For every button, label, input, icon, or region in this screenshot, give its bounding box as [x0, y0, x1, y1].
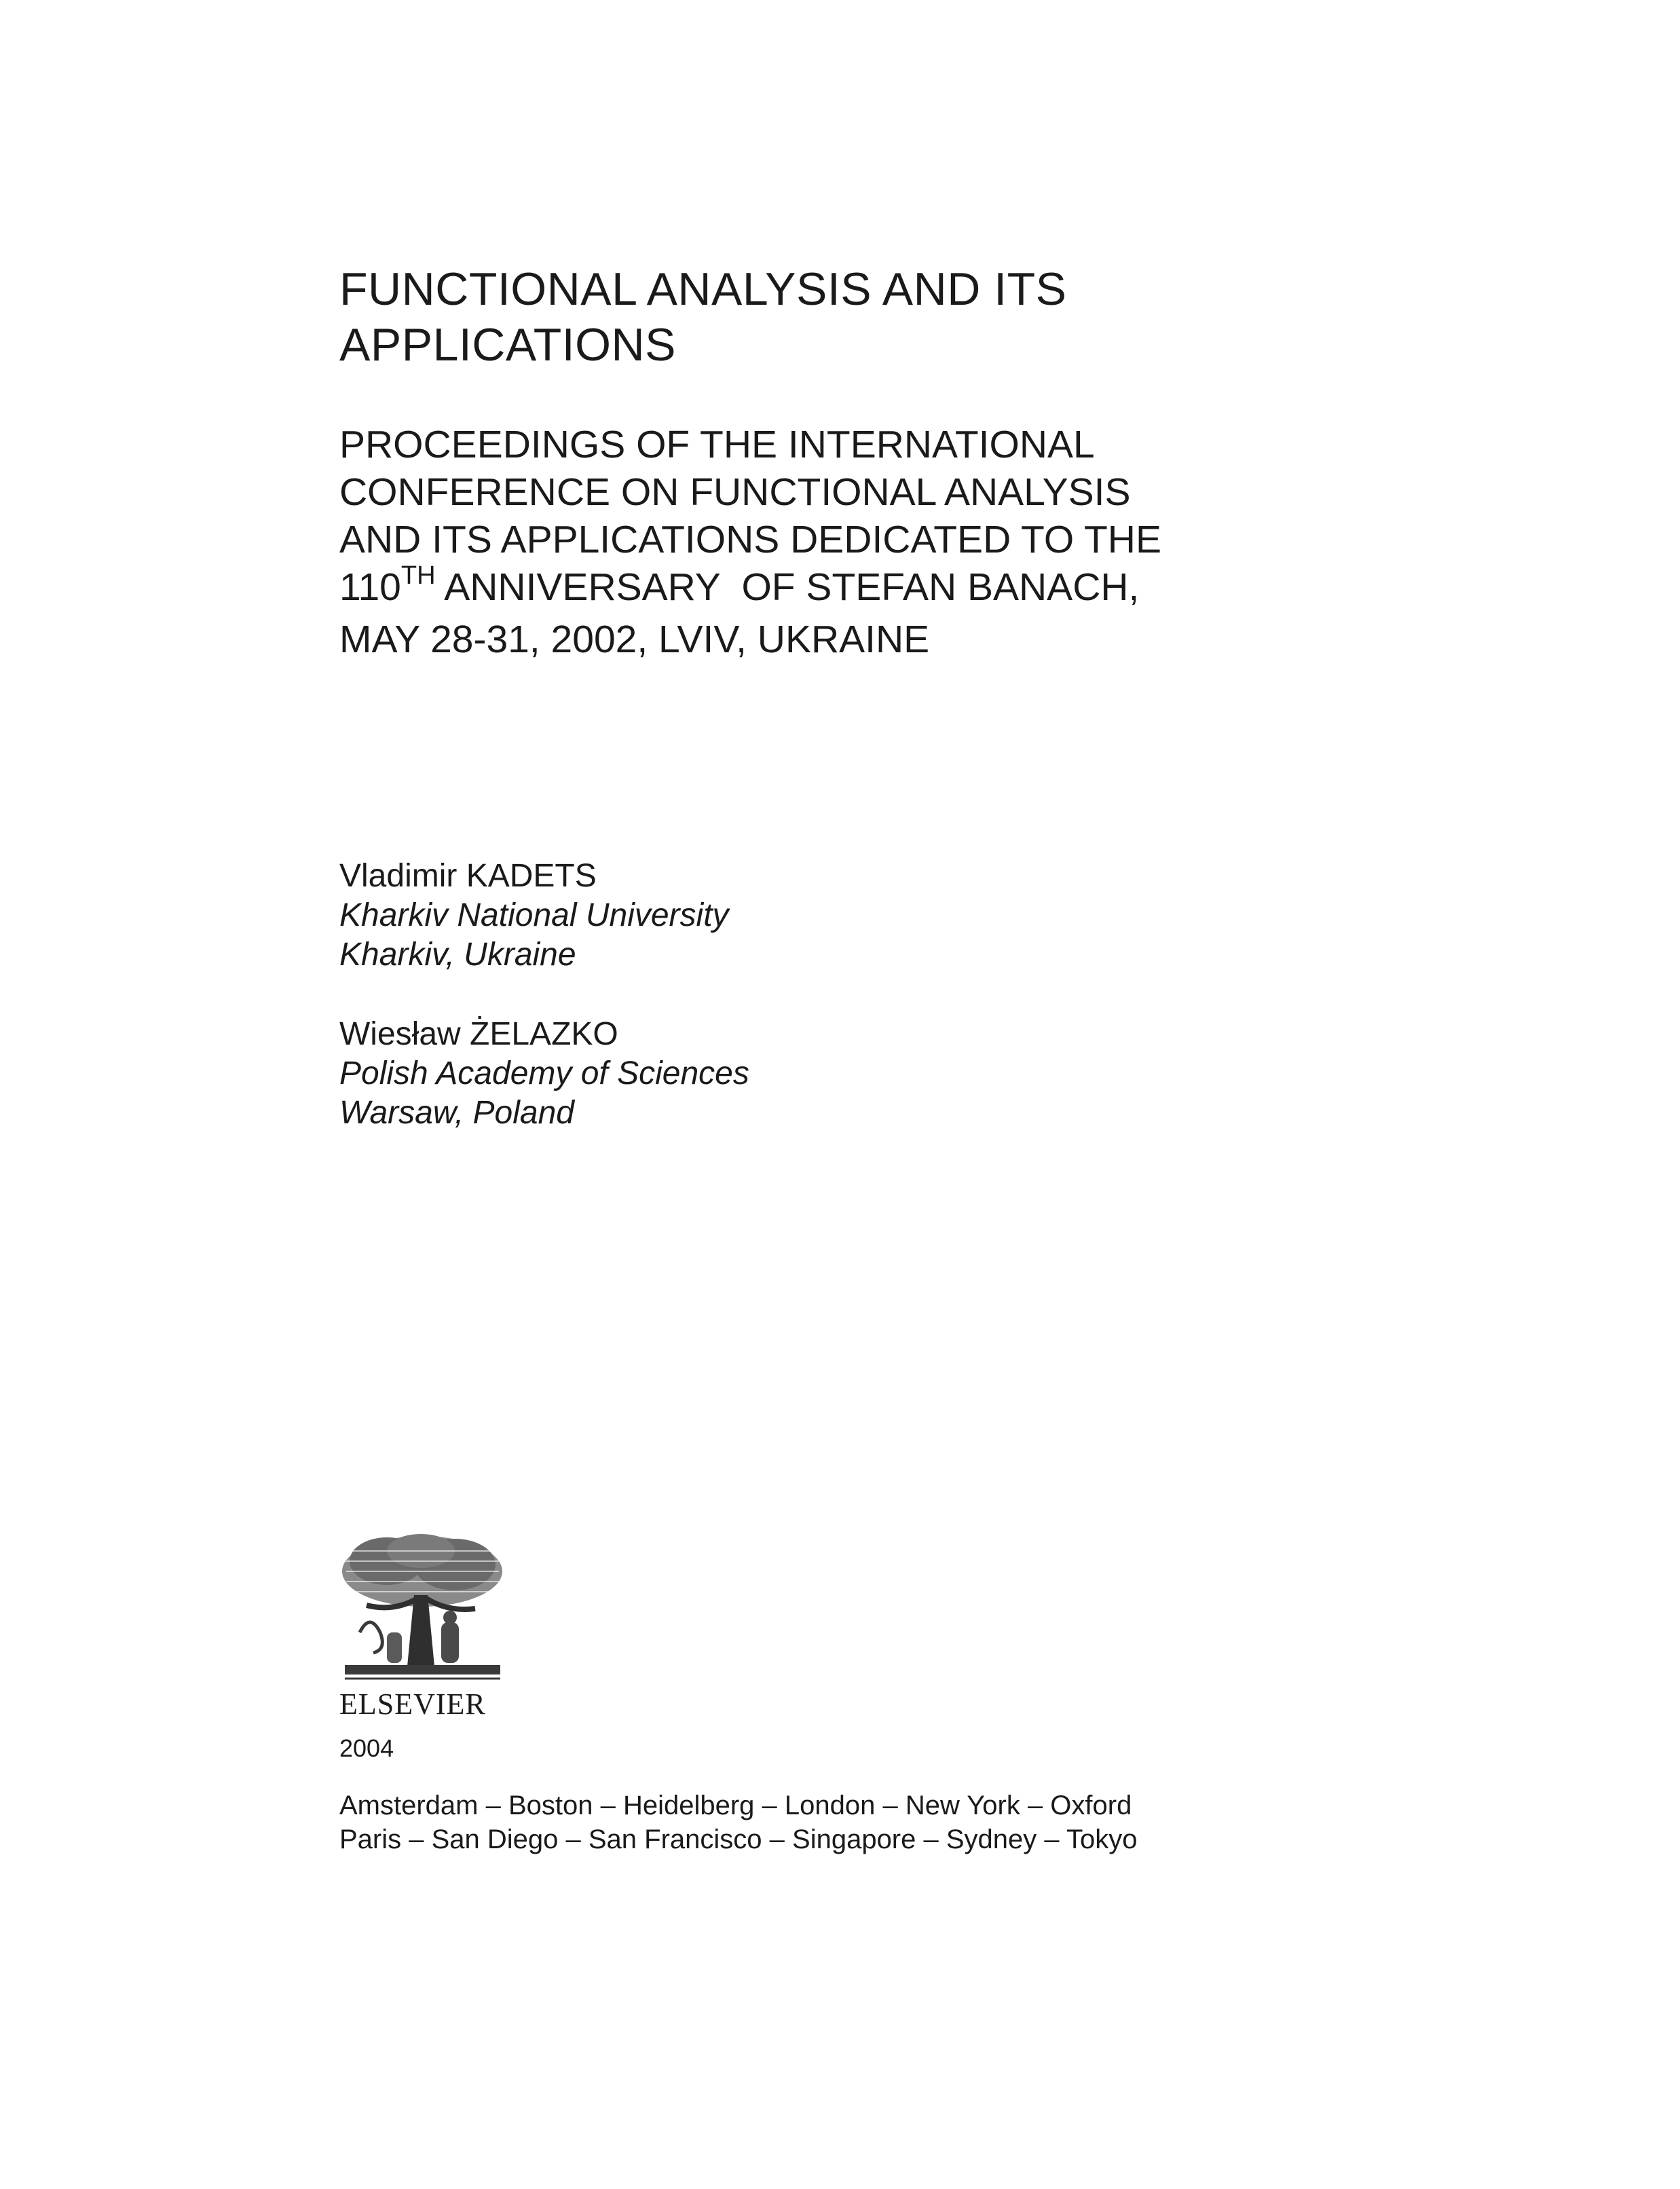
book-subtitle [339, 421, 1392, 663]
publisher-cities-line-2: Paris – San Diego – San Francisco – Singapore – Sydney – Tokyo [339, 1825, 1138, 1854]
anniversary-number: 110 [339, 565, 401, 609]
subtitle-line-5: MAY 28-31, 2002, LVIV, UKRAINE [339, 618, 930, 661]
book-title-line-1: FUNCTIONAL ANALYSIS AND ITS [339, 263, 1067, 315]
publisher-cities-line-1: Amsterdam – Boston – Heidelberg – London – New York – Oxford [339, 1791, 1132, 1820]
book-title-line-2: APPLICATIONS [339, 319, 676, 371]
editor-2 [339, 1015, 1154, 1133]
anniversary-superscript: TH [400, 561, 436, 590]
subtitle-line-4 [339, 563, 1392, 616]
book-title [339, 261, 1290, 373]
subtitle-line-4-rest: ANNIVERSARY OF STEFAN BANACH, [435, 565, 1140, 609]
subtitle-line-2: CONFERENCE ON FUNCTIONAL ANALYSIS [339, 470, 1131, 514]
editor-1-institution: Kharkiv National University [339, 897, 729, 933]
elsevier-tree-logo-icon [339, 1531, 506, 1687]
publication-year: 2004 [339, 1734, 394, 1762]
editor-2-name: Wiesław ŻELAZKO [339, 1016, 618, 1052]
editor-1 [339, 857, 1154, 975]
publisher-name: ELSEVIER [339, 1687, 486, 1721]
editor-2-institution: Polish Academy of Sciences [339, 1055, 749, 1091]
subtitle-line-1: PROCEEDINGS OF THE INTERNATIONAL [339, 423, 1095, 466]
editor-1-name: Vladimir KADETS [339, 858, 597, 894]
editor-1-location: Kharkiv, Ukraine [339, 937, 576, 973]
publisher-cities [339, 1789, 1290, 1856]
editor-2-location: Warsaw, Poland [339, 1095, 574, 1131]
subtitle-line-3: AND ITS APPLICATIONS DEDICATED TO THE [339, 518, 1161, 561]
